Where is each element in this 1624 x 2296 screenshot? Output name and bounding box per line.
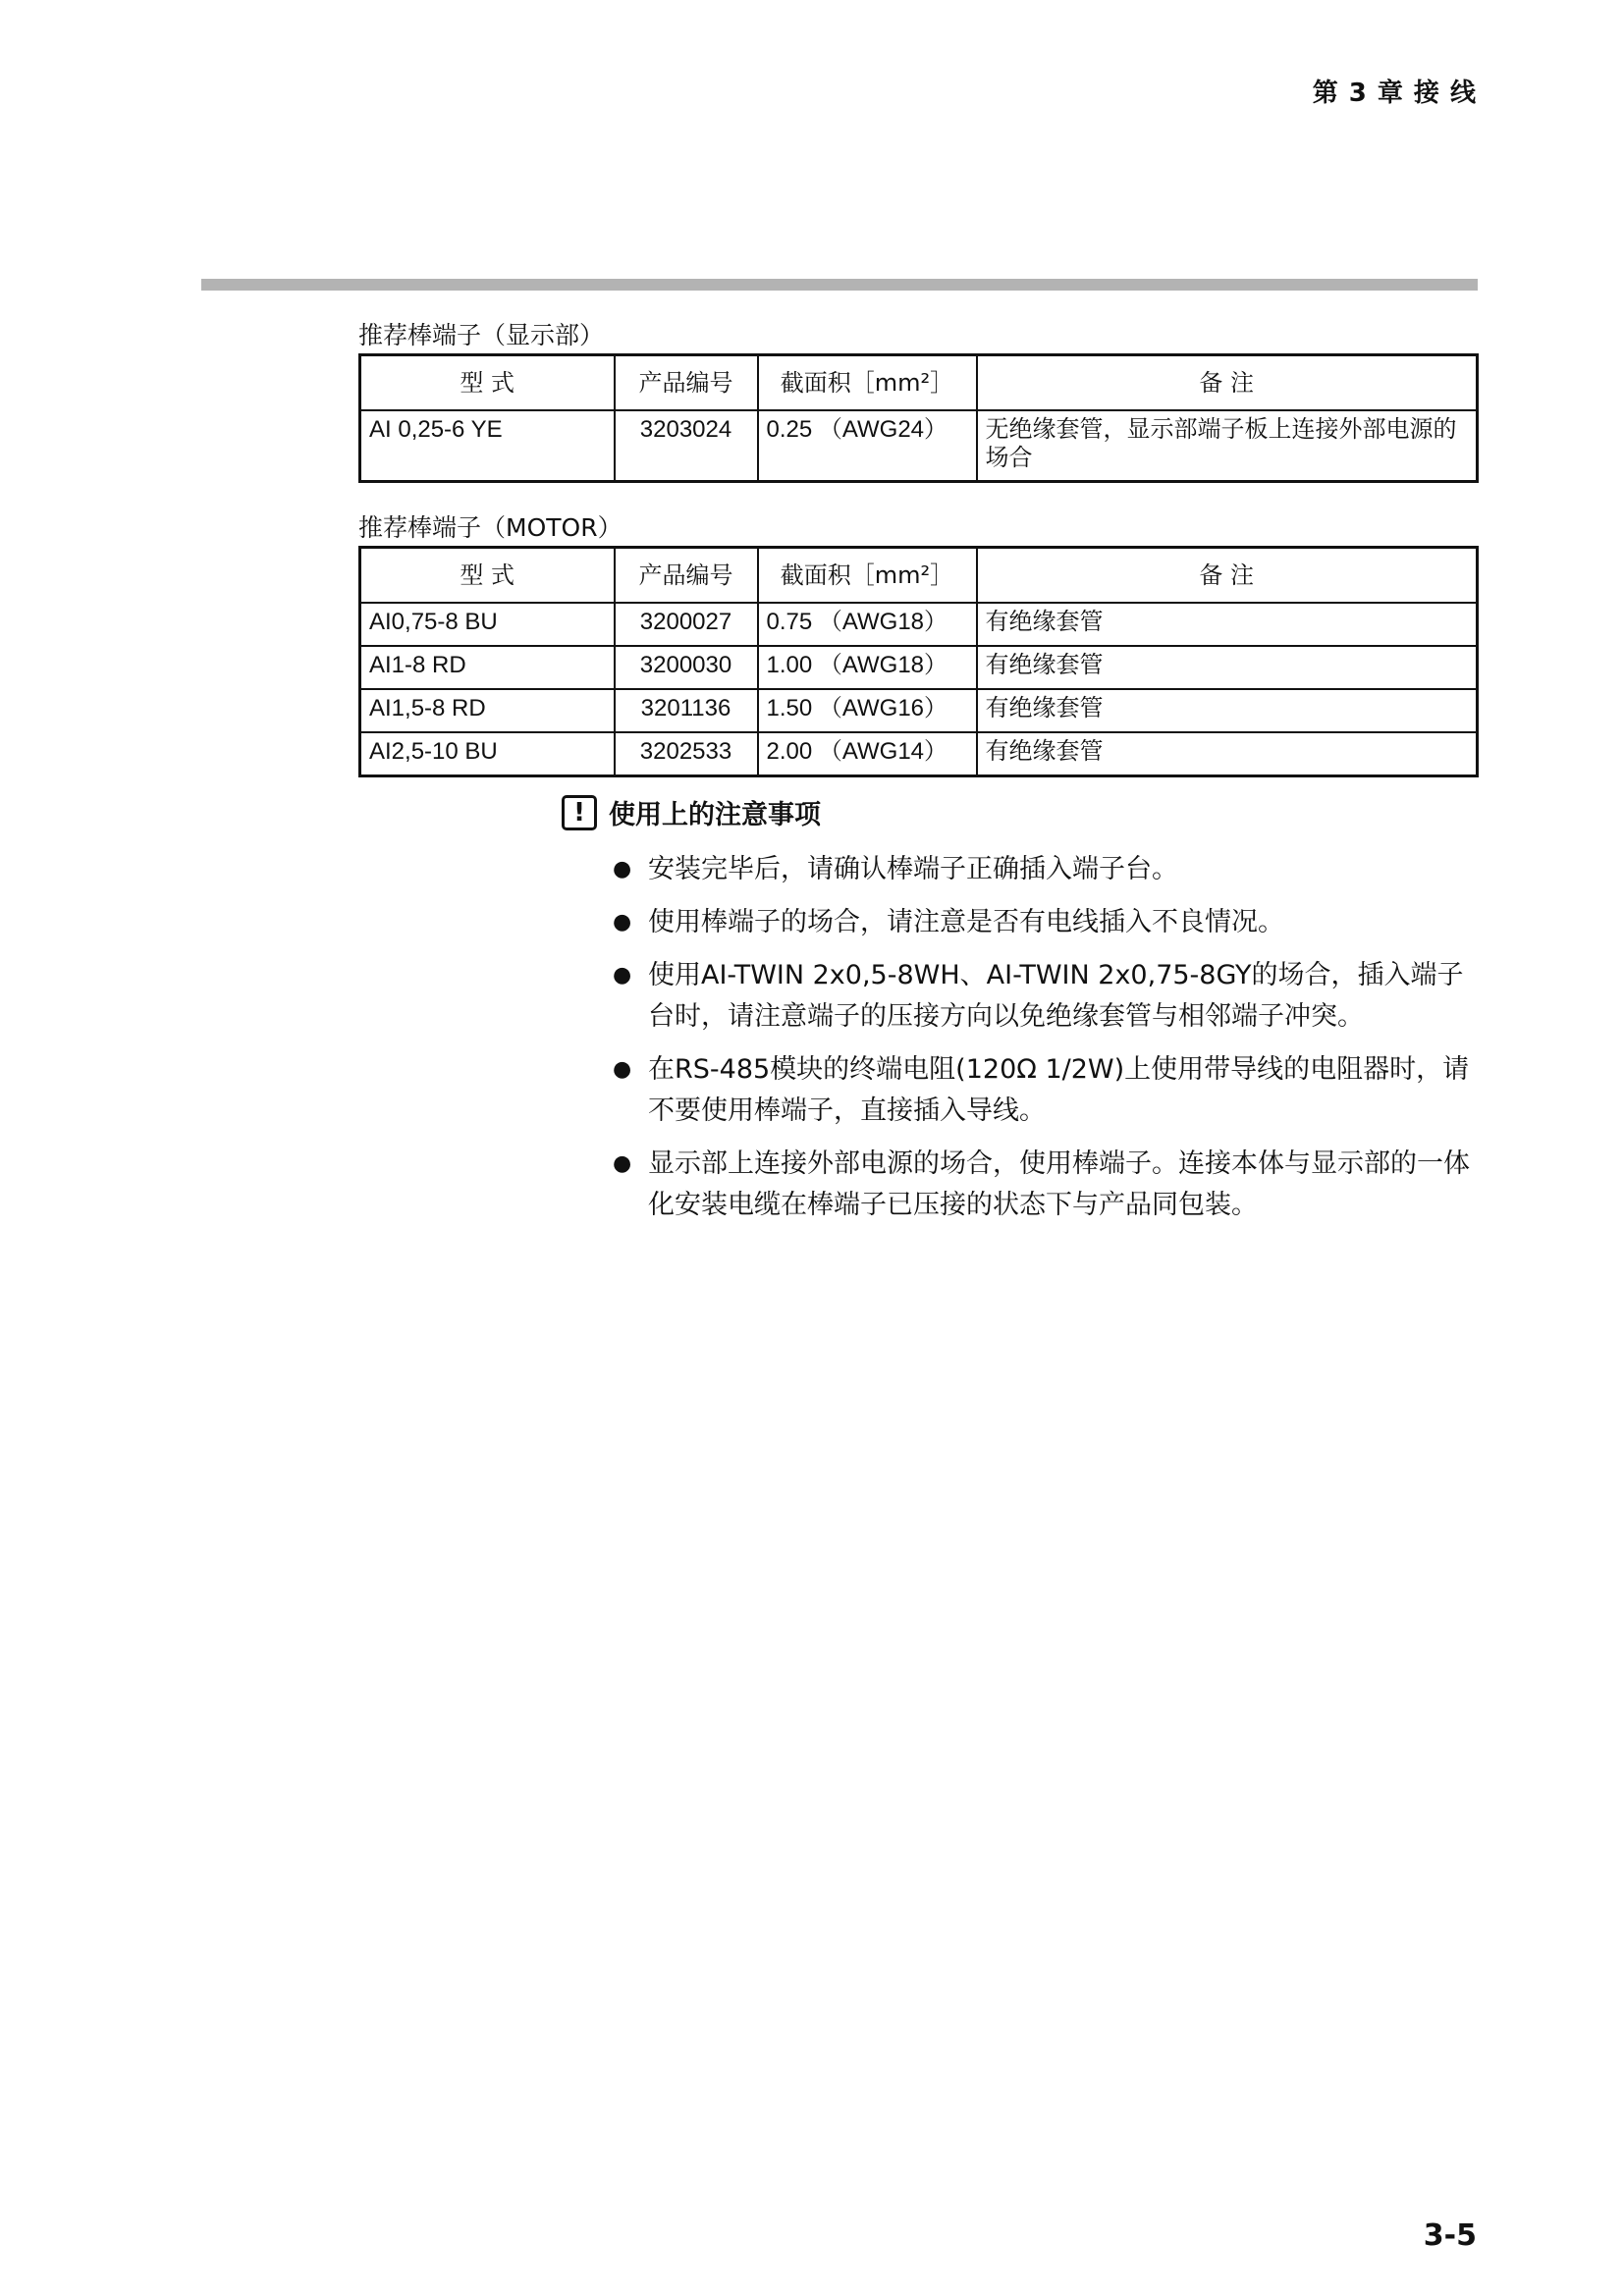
caution-heading	[562, 793, 1485, 831]
chapter-title: 第 3 章 接 线	[1312, 79, 1477, 108]
col-header-type: 型 式	[360, 355, 615, 411]
cell-cross-section: 0.25 （AWG24）	[758, 410, 977, 481]
col-header-cross-section: 截面积［mm²］	[758, 548, 977, 604]
cell-product-no: 3200027	[615, 603, 758, 646]
list-item	[562, 1049, 1485, 1132]
list-item-text: 显示部上连接外部电源的场合，使用棒端子。连接本体与显示部的一体化安装电缆在棒端子已压接的状态下与产品同包装。	[648, 1148, 1470, 1220]
bullet-icon: ●	[613, 1057, 632, 1082]
table1-caption: 推荐棒端子（显示部）	[358, 321, 605, 349]
cell-cross-section: 2.00 （AWG14）	[758, 732, 977, 776]
caution-list	[562, 849, 1485, 1226]
cell-remarks: 有绝缘套管	[977, 732, 1478, 776]
bullet-icon: ●	[613, 1151, 632, 1176]
col-header-remarks: 备 注	[977, 548, 1478, 604]
cell-product-no: 3200030	[615, 646, 758, 689]
cell-cross-section: 0.75 （AWG18）	[758, 603, 977, 646]
list-item-text: 使用棒端子的场合，请注意是否有电线插入不良情况。	[648, 907, 1284, 937]
list-item-text: 在RS-485模块的终端电阻(120Ω 1/2W)上使用带导线的电阻器时，请不要使用棒端子，直接插入导线。	[648, 1054, 1470, 1126]
cell-type: AI1-8 RD	[360, 646, 615, 689]
exclamation-icon: !	[562, 795, 597, 830]
cell-product-no: 3202533	[615, 732, 758, 776]
cell-type: AI0,75-8 BU	[360, 603, 615, 646]
list-item-text: 安装完毕后，请确认棒端子正确插入端子台。	[648, 854, 1178, 884]
cell-cross-section: 1.50 （AWG16）	[758, 689, 977, 732]
col-header-remarks: 备 注	[977, 355, 1478, 411]
list-item	[562, 1144, 1485, 1226]
list-item	[562, 849, 1485, 890]
cell-product-no: 3203024	[615, 410, 758, 481]
table2-caption: 推荐棒端子（MOTOR）	[358, 513, 623, 542]
table-row	[360, 646, 1478, 689]
cell-cross-section: 1.00 （AWG18）	[758, 646, 977, 689]
table-row	[360, 410, 1478, 481]
bullet-icon: ●	[613, 910, 632, 934]
cell-type: AI2,5-10 BU	[360, 732, 615, 776]
cell-remarks: 有绝缘套管	[977, 689, 1478, 732]
col-header-product-no: 产品编号	[615, 548, 758, 604]
list-item	[562, 955, 1485, 1038]
caution-title: 使用上的注意事项	[609, 800, 821, 830]
cell-remarks: 有绝缘套管	[977, 603, 1478, 646]
list-item-text: 使用AI-TWIN 2x0,5-8WH、AI-TWIN 2x0,75-8GY的场合，插入端子台时，请注意端子的压接方向以免绝缘套管与相邻端子冲突。	[648, 960, 1464, 1032]
cell-product-no: 3201136	[615, 689, 758, 732]
cell-remarks: 无绝缘套管，显示部端子板上连接外部电源的场合	[977, 410, 1478, 481]
bullet-icon: ●	[613, 963, 632, 988]
col-header-type: 型 式	[360, 548, 615, 604]
table-motor-terminals	[358, 546, 1479, 777]
table-row	[360, 732, 1478, 776]
cell-type: AI1,5-8 RD	[360, 689, 615, 732]
bullet-icon: ●	[613, 857, 632, 881]
list-item	[562, 902, 1485, 943]
table-row	[360, 689, 1478, 732]
col-header-product-no: 产品编号	[615, 355, 758, 411]
cell-remarks: 有绝缘套管	[977, 646, 1478, 689]
table-row	[360, 603, 1478, 646]
page-number: 3-5	[1423, 2218, 1477, 2253]
col-header-cross-section: 截面积［mm²］	[758, 355, 977, 411]
cell-type: AI 0,25-6 YE	[360, 410, 615, 481]
table-display-terminals	[358, 353, 1479, 483]
caution-section	[562, 793, 1485, 1238]
section-divider	[201, 279, 1478, 291]
